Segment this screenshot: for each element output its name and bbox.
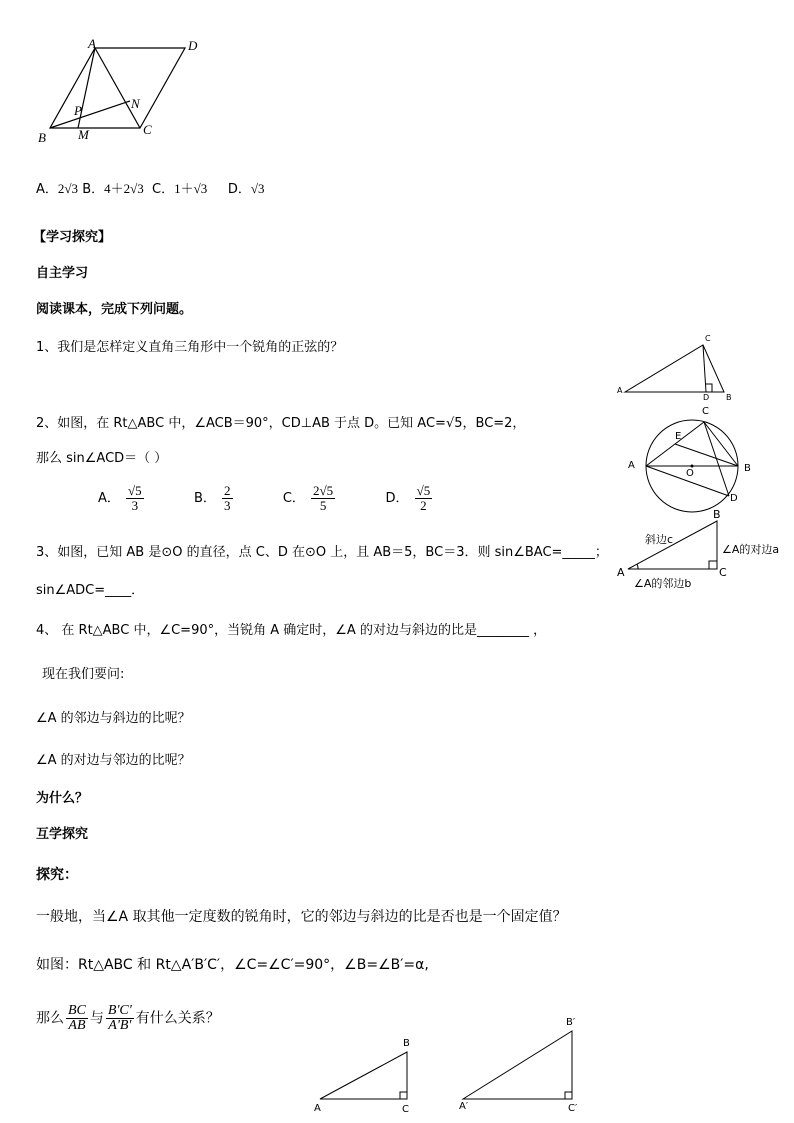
ratio-label-opposite: ∠A的对边a — [722, 543, 780, 556]
den: 2 — [420, 498, 427, 513]
label-P: P — [74, 103, 82, 118]
q2-options — [98, 484, 434, 513]
circle-label-B: B — [744, 463, 751, 474]
general-question: 一般地，当∠A 取其他一定度数的锐角时，它的邻边与斜边的比是否也是一个固定值？ — [36, 909, 567, 925]
bl-label-C: C — [402, 1104, 409, 1115]
num: 2 — [224, 483, 231, 498]
label-D: D — [188, 38, 198, 53]
fraction-bc-ab — [66, 1004, 88, 1033]
subtitle-self-study: 自主学习 — [36, 266, 89, 281]
section-title: 【学习探究】 — [33, 230, 112, 245]
num: B'C' — [107, 1003, 132, 1018]
choice-b-label: B． — [82, 182, 105, 197]
q2-opt-b-frac — [222, 484, 233, 513]
q2-opt-d-label: D． — [385, 491, 409, 506]
ratio-label-hypotenuse: 斜边c — [645, 533, 674, 546]
br-label-B: B′ — [566, 1017, 576, 1028]
circle-label-C: C — [702, 406, 709, 417]
q1-label-D: D — [703, 393, 710, 402]
q2-opt-b-label: B． — [193, 491, 216, 506]
ask-adjacent-hypotenuse: ∠A 的邻边与斜边的比呢？ — [36, 711, 191, 726]
q2-opt-c-frac — [311, 484, 335, 513]
den: 5 — [319, 498, 327, 513]
den: 3 — [131, 498, 139, 513]
num: √5 — [128, 483, 142, 498]
label-M: M — [78, 127, 89, 142]
br-label-A: A′ — [459, 1101, 469, 1112]
ratio-label-A: A — [617, 566, 625, 579]
choice-c-label: C． — [152, 182, 175, 197]
label-N: N — [131, 96, 140, 111]
question-3-line1: 3、如图，已知 AB 是⊙O 的直径，点 C、D 在⊙O 上，且 AB＝5，BC＝3．则 sin∠BAC=_____； — [36, 545, 608, 560]
choice-d-label: D． — [227, 182, 251, 197]
q1-label-B: B — [726, 393, 732, 402]
instruction: 阅读课本，完成下列问题。 — [36, 302, 193, 317]
q2-opt-d-frac — [415, 484, 433, 513]
ratio-mid: 与 — [89, 1010, 104, 1027]
now-ask: 现在我们要问: — [42, 667, 125, 682]
explore-heading: 探究： — [36, 867, 78, 883]
ratio-pre: 那么 — [36, 1010, 64, 1027]
ratio-label-adjacent: ∠A的邻边b — [634, 577, 692, 590]
ratio-label-C: C — [719, 566, 727, 579]
question-3-line2: sin∠ADC=____． — [36, 583, 145, 598]
question-2-line2: 那么 sin∠ACD＝（ ） — [36, 451, 168, 466]
br-label-C: C′ — [568, 1103, 578, 1114]
ratio-label-B: B — [713, 508, 721, 521]
ratio-post: 有什么关系？ — [135, 1010, 220, 1027]
label-A: A — [88, 36, 96, 51]
choice-a-value: 2√3 — [57, 181, 79, 196]
den: 3 — [224, 498, 231, 513]
circle-label-A: A — [628, 460, 635, 471]
label-C: C — [143, 122, 152, 137]
subtitle-mutual-study: 互学探究 — [36, 827, 89, 842]
circle-label-D: D — [730, 493, 738, 504]
q1-label-A: A — [617, 386, 623, 395]
fraction-bc-ab-prime — [106, 1004, 134, 1033]
label-B: B — [38, 130, 46, 145]
num: √5 — [416, 483, 431, 498]
num: 2√5 — [313, 483, 334, 498]
q2-opt-a-label: A． — [98, 491, 120, 506]
choice-b-value: 4＋2√3 — [104, 181, 144, 196]
q2-opt-a-frac — [126, 484, 144, 513]
choice-a-label: A． — [36, 182, 58, 197]
question-2-line1: 2、如图，在 Rt△ABC 中，∠ACB＝90°，CD⊥AB 于点 D。已知 AC=√5，BC=2， — [36, 416, 526, 431]
bl-label-B: B — [403, 1038, 410, 1049]
ask-opposite-adjacent: ∠A 的对边与邻边的比呢？ — [36, 753, 191, 768]
ratio-question — [36, 1004, 220, 1033]
question-4: 4、 在 Rt△ABC 中，∠C=90°，当锐角 A 确定时，∠A 的对边与斜边的比是________ ， — [36, 623, 547, 638]
choice-c-value: 1＋√3 — [174, 181, 208, 196]
why-heading: 为什么？ — [36, 791, 89, 806]
q2-opt-c-label: C． — [282, 491, 305, 506]
circle-label-O: O — [686, 468, 694, 479]
choices-row — [36, 178, 265, 197]
den: AB — [68, 1018, 86, 1033]
question-1: 1、我们是怎样定义直角三角形中一个锐角的正弦的？ — [36, 340, 344, 355]
circle-label-E: E — [675, 431, 682, 442]
choice-d-value: √3 — [250, 181, 265, 196]
figure-description: 如图：Rt△ABC 和 Rt△A′B′C′，∠C=∠C′=90°，∠B=∠B′=α, — [36, 957, 429, 973]
num: BC — [68, 1003, 86, 1018]
den: A'B' — [108, 1018, 132, 1033]
bl-label-A: A — [314, 1103, 321, 1114]
q1-label-C: C — [705, 334, 711, 343]
